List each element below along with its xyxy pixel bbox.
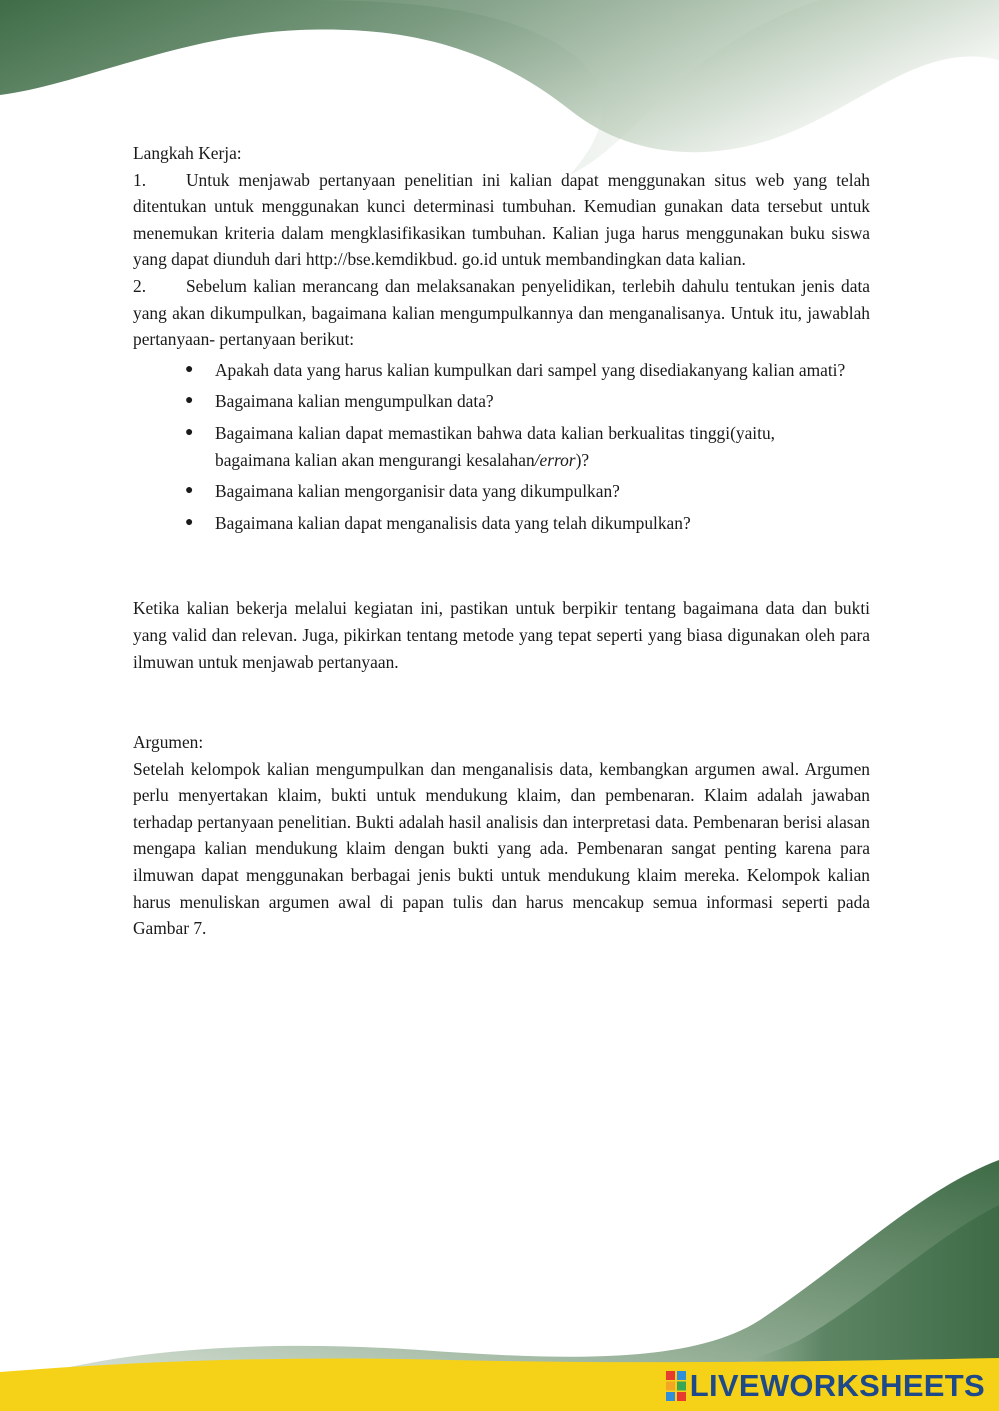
step-number-1: 1. [133, 169, 147, 190]
argument-heading: Argumen: [133, 732, 204, 753]
brand-name: LIVEWORKSHEETS [689, 1368, 985, 1403]
question-text: Bagaimana kalian mengorganisir data yang dikumpulkan? [215, 481, 620, 502]
argument-paragraph: Setelah kelompok kalian mengumpulkan dan menganalisis data, kembangkan argumen awal. Argumen perlu menyertakan klaim, bukti untuk mendukung klaim, dan pembenaran. Klaim adalah jawaban terhadap pertanyaan penelitian. Bukti adalah hasil analisis dan interpretasi data. Pembenaran berisi alasan mengapa kalian mendukung klaim dengan bukti yang ada. Pembenaran sangat penting karena para ilmuwan dapat menggunakan berbagai jenis bukti untuk mendukung klaim mereka. Kelompok kalian harus menuliskan argumen awal di papan tulis dan harus mencakup semua informasi seperti pada Gambar 7. [133, 758, 870, 939]
liveworksheets-brand[interactable] [666, 1368, 985, 1404]
list-item [185, 420, 870, 473]
question-text: Bagaimana kalian dapat menganalisis data yang telah dikumpulkan? [215, 512, 691, 533]
list-item [185, 388, 870, 415]
list-item [185, 478, 870, 505]
steps-heading: Langkah Kerja: [133, 143, 242, 163]
top-wave-shape [0, 0, 999, 152]
bullet-icon: ● [185, 393, 194, 409]
step-item-1 [133, 167, 870, 273]
liveworksheets-logo-icon [666, 1371, 686, 1401]
bullet-icon: ● [185, 514, 194, 530]
spacer [133, 675, 870, 729]
bullet-icon: ● [185, 361, 194, 377]
worksheet-content [133, 140, 870, 942]
bullet-icon: ● [185, 483, 194, 499]
question-italic-term: /error [534, 449, 576, 470]
reflection-paragraph: Ketika kalian bekerja melalui kegiatan ini, pastikan untuk berpikir tentang bagaimana data dan bukti yang valid dan relevan. Juga, pikirkan tentang metode yang tepat seperti yang biasa digunakan oleh para ilmuwan untuk menjawab pertanyaan. [133, 598, 870, 672]
step-item-2 [133, 273, 870, 353]
bullet-icon: ● [185, 424, 194, 440]
question-text: Bagaimana kalian mengumpulkan data? [215, 391, 494, 412]
list-item [185, 357, 870, 384]
step-text-2: Sebelum kalian merancang dan melaksanakan penyelidikan, terlebih dahulu tentukan jenis data yang akan dikumpulkan, bagaimana kalian mengumpulkannya dan menganalisanya. Untuk itu, jawablah pertanyaan- pertanyaan berikut: [133, 275, 870, 350]
step-text-1: Untuk menjawab pertanyaan penelitian ini kalian dapat menggunakan situs web yang telah ditentukan untuk menggunakan kunci determinasi tumbuhan. Kemudian gunakan data tersebut untuk menemukan kriteria dalam mengklasifikasikan tumbuhan. Kalian juga harus menggunakan buku siswa yang dapat diunduh dari http://bse.kemdikbud. go.id untuk membandingkan data kalian. [133, 169, 870, 270]
list-item [185, 510, 870, 537]
spacer [133, 541, 870, 595]
question-list [133, 357, 870, 537]
step-number-2: 2. [133, 275, 147, 296]
question-text: Bagaimana kalian dapat memastikan bahwa data kalian berkualitas tinggi(yaitu, bagaimana kalian akan mengurangi kesalahan [215, 422, 775, 470]
question-text: Apakah data yang harus kalian kumpulkan dari sampel yang disediakanyang kalian amati? [215, 359, 846, 380]
question-suffix: )? [575, 449, 590, 470]
